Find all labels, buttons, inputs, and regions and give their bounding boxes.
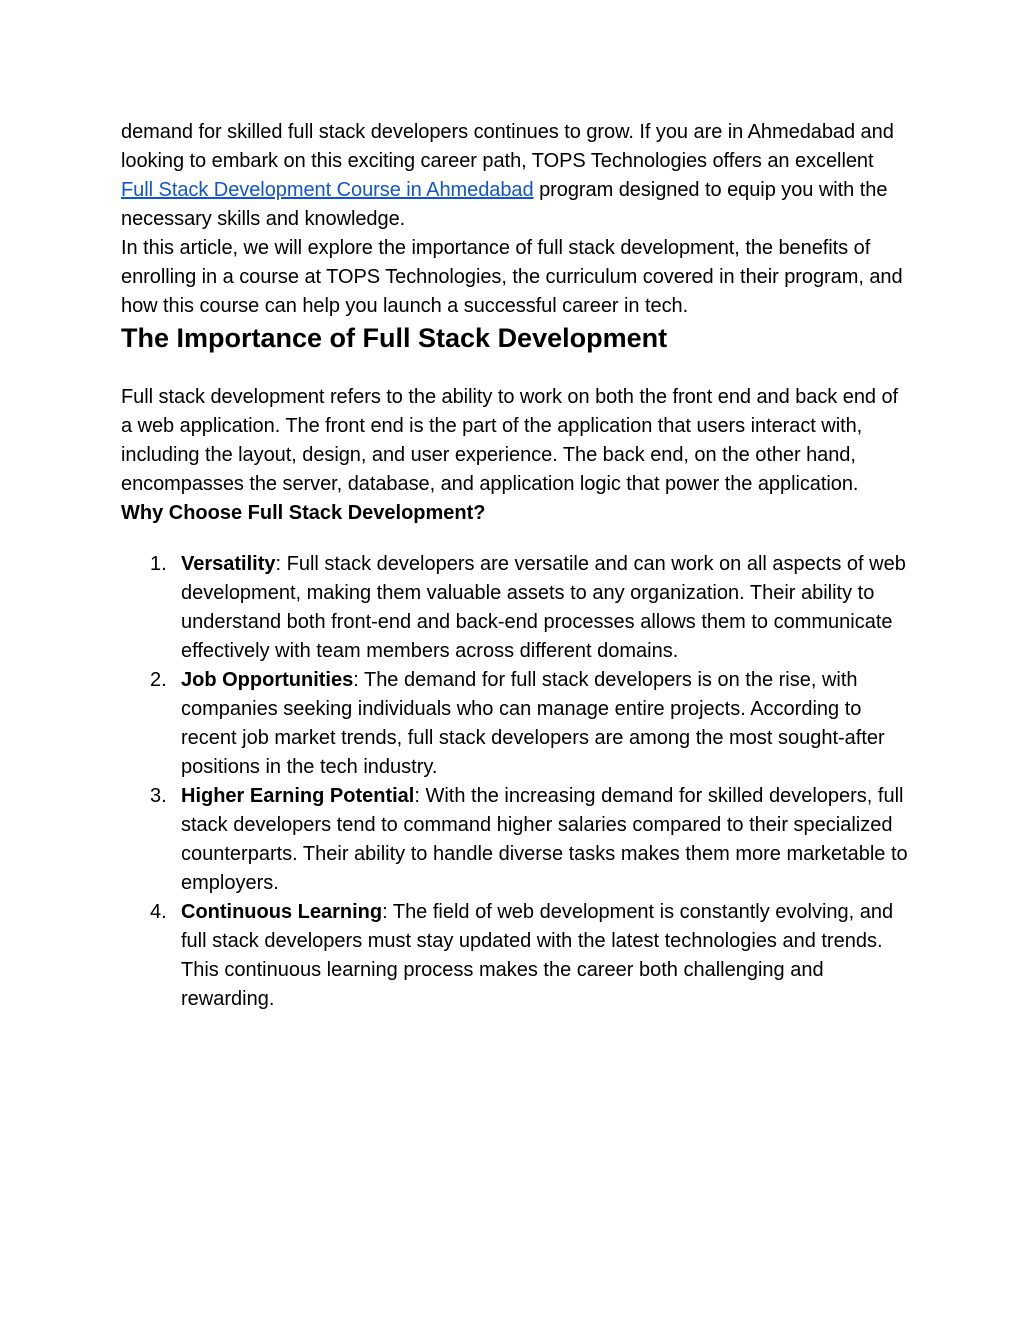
course-link[interactable]: Full Stack Development Course in Ahmedabad bbox=[121, 179, 534, 201]
document-page bbox=[121, 118, 911, 1014]
intro-text-before-link: demand for skilled full stack developers continues to grow. If you are in Ahmedabad and looking to embark on this exciting career path, TOPS Technologies offers an excellent bbox=[121, 121, 894, 172]
section-heading: The Importance of Full Stack Development bbox=[121, 323, 668, 353]
intro-paragraph-1 bbox=[121, 118, 911, 234]
list-item bbox=[121, 666, 911, 782]
list-item bbox=[121, 550, 911, 666]
list-item-title: Job Opportunities bbox=[181, 669, 354, 691]
section-subheading: Why Choose Full Stack Development? bbox=[121, 502, 486, 524]
intro-paragraph-2: In this article, we will explore the importance of full stack development, the benefits of enrolling in a course at TOPS Technologies, the curriculum covered in their program, and how this course can help you launch a successful career in tech. bbox=[121, 237, 903, 317]
list-item bbox=[121, 898, 911, 1014]
list-item-text: : The field of web development is constantly evolving, and full stack developers must stay updated with the latest technologies and trends. This continuous learning process makes the career both challenging and rewarding. bbox=[181, 901, 894, 1010]
list-item-text: : Full stack developers are versatile and can work on all aspects of web development, making them valuable assets to any organization. Their ability to understand both front-end and back-end processes allows them to communicate effectively with team members across different domains. bbox=[181, 553, 906, 662]
section-paragraph: Full stack development refers to the ability to work on both the front end and back end of a web application. The front end is the part of the application that users interact with, including the layout, design, and user experience. The back end, on the other hand, encompasses the server, database, and application logic that power the application. bbox=[121, 386, 899, 495]
list-item-text: : The demand for full stack developers is on the rise, with companies seeking individuals who can manage entire projects. According to recent job market trends, full stack developers are among the most sought-after positions in the tech industry. bbox=[181, 669, 885, 778]
list-item-title: Versatility bbox=[181, 553, 276, 575]
list-item-number: 3. bbox=[150, 785, 167, 807]
list-item-number: 2. bbox=[150, 669, 167, 691]
list-item-title: Continuous Learning bbox=[181, 901, 383, 923]
intro-text-after-link: program designed to equip you with the necessary skills and knowledge. bbox=[121, 179, 888, 230]
list-item-number: 1. bbox=[150, 553, 167, 575]
list-item-text: : With the increasing demand for skilled developers, full stack developers tend to command higher salaries compared to their specialized counterparts. Their ability to handle diverse tasks makes them more marketable to employers. bbox=[181, 785, 908, 894]
list-item bbox=[121, 782, 911, 898]
reasons-list bbox=[121, 550, 911, 1014]
list-item-number: 4. bbox=[150, 901, 167, 923]
list-item-title: Higher Earning Potential bbox=[181, 785, 415, 807]
